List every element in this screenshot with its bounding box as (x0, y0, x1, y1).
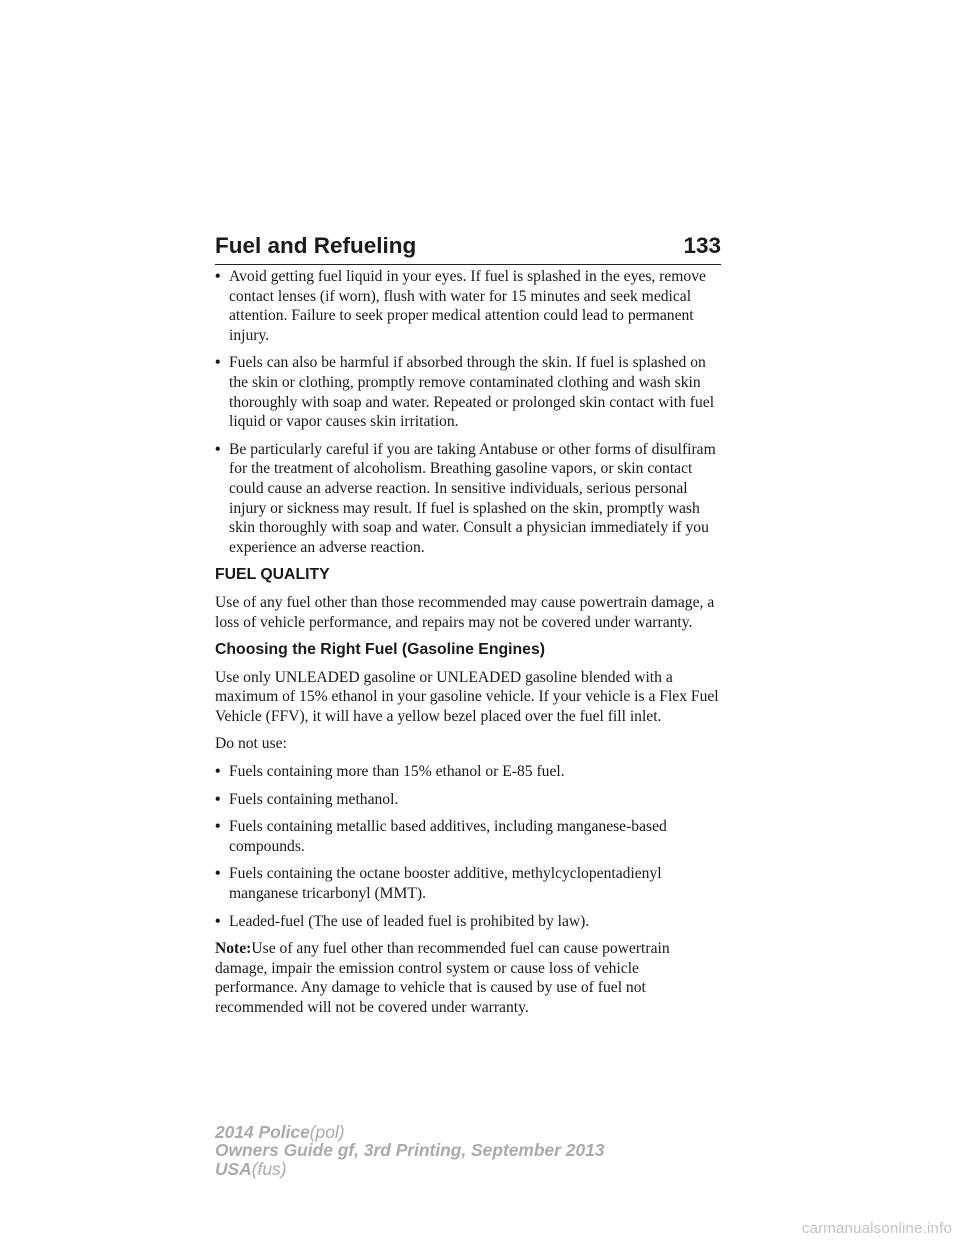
list-item (215, 864, 721, 903)
list-item-text: Fuels containing methanol. (229, 790, 399, 808)
footer-line-3 (215, 1160, 604, 1178)
list-item-text: Fuels can also be harmful if absorbed through the skin. If fuel is splashed on the skin or clothing, promptly remove contaminated clothing and wash skin thoroughly with soap and water. Repeated or prolonged skin contact with fuel liquid or vapor causes skin irritation. (229, 354, 715, 431)
page-title: Fuel and Refueling (215, 233, 417, 258)
note-label: Note: (215, 940, 252, 958)
bullet-icon: • (215, 354, 221, 372)
list-item (215, 762, 721, 782)
list-item (215, 353, 721, 431)
footer-market-code: (fus) (251, 1158, 287, 1179)
list-item (215, 440, 721, 558)
do-not-use-label: Do not use: (215, 735, 287, 753)
list-item-text: Fuels containing the octane booster additive, methylcyclopentadienyl manganese tricarbonyl (MMT). (229, 865, 662, 903)
page-content (215, 267, 721, 1026)
bullet-icon: • (215, 818, 221, 836)
watermark: carmanualsonline.info (801, 1220, 952, 1237)
do-not-use-list (215, 762, 721, 931)
page-number: 133 (683, 233, 721, 258)
list-item (215, 790, 721, 810)
list-item-text: Fuels containing more than 15% ethanol or E-85 fuel. (229, 763, 565, 781)
list-item (215, 912, 721, 932)
list-item (215, 267, 721, 345)
list-item-text: Be particularly careful if you are taking Antabuse or other forms of disulfiram for the treatment of alcoholism. Breathing gasoline vapors, or skin contact could cause an adverse reaction. In sensitive individuals, serious personal injury or sickness may result. If fuel is splashed on the skin, promptly wash skin thoroughly with soap and water. Consult a physician immediately if you experience an adverse reaction. (229, 440, 716, 556)
note-paragraph (215, 939, 721, 1017)
list-item (215, 817, 721, 856)
bullet-icon: • (215, 865, 221, 883)
bullet-icon: • (215, 912, 221, 930)
safety-bullet-list (215, 267, 721, 557)
page-header (215, 228, 721, 265)
bullet-icon: • (215, 440, 221, 458)
list-item-text: Leaded-fuel (The use of leaded fuel is prohibited by law). (229, 912, 590, 930)
list-item-text: Fuels containing metallic based additives, including manganese-based compounds. (229, 818, 667, 855)
bullet-icon: • (215, 763, 221, 781)
note-text: Use of any fuel other than recommended fuel can cause powertrain damage, impair the emission control system or cause loss of vehicle performance. Any damage to vehicle that is caused by use of fuel not recommended will not be covered under warranty. (215, 940, 670, 1016)
fuel-quality-paragraph: Use of any fuel other than those recommended may cause powertrain damage, a loss of vehicle performance, and repairs may not be covered under warranty. (215, 593, 715, 631)
choosing-fuel-paragraph: Use only UNLEADED gasoline or UNLEADED gasoline blended with a maximum of 15% ethanol in your gasoline vehicle. If your vehicle is a Flex Fuel Vehicle (FFV), it will have a yellow bezel placed over the fuel fill inlet. (215, 668, 719, 725)
footer-line-1 (215, 1123, 604, 1141)
footer-market: USA (215, 1158, 252, 1179)
list-item-text: Avoid getting fuel liquid in your eyes. If fuel is splashed in the eyes, remove contact lenses (if worn), flush with water for 15 minutes and seek medical attention. Failure to seek proper medical attention could lead to permanent injury. (229, 268, 706, 344)
bullet-icon: • (215, 790, 221, 808)
subsection-heading-choosing-fuel: Choosing the Right Fuel (Gasoline Engines) (215, 641, 545, 659)
footer-line-2: Owners Guide gf, 3rd Printing, September 2013 (215, 1140, 605, 1161)
page-footer (215, 1123, 604, 1178)
bullet-icon: • (215, 268, 221, 285)
footer-model: 2014 Police (215, 1122, 310, 1142)
footer-model-code: (pol) (309, 1122, 345, 1142)
section-heading-fuel-quality: FUEL QUALITY (215, 566, 330, 584)
